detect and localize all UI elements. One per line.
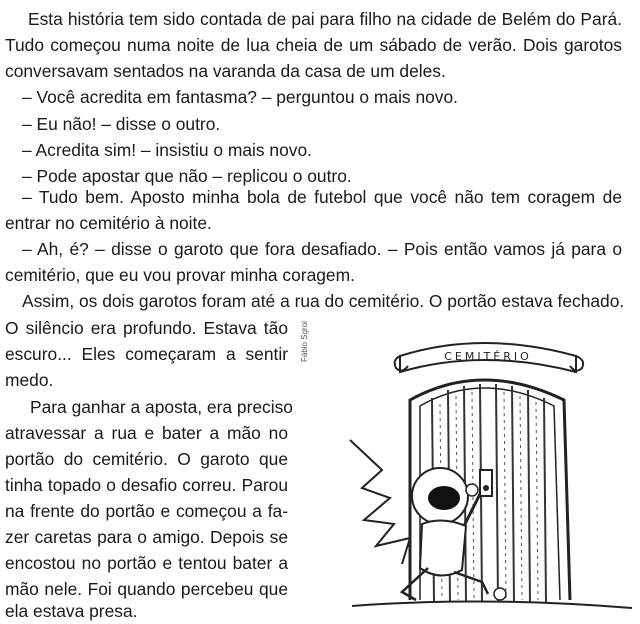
story-line: na frente do portão e começou a fa- [5,501,288,521]
story-line: escuro... Eles começaram a sentir [5,344,288,364]
dialogue-line: – Acredita sim! – insistiu o mais novo. [22,140,312,160]
dialogue-line: – Pode apostar que não – replicou o outro. [22,166,352,186]
story-line: mão nele. Foi quando percebeu que [5,579,288,599]
dialogue-line: – Tudo bem. Aposto minha bola de futebol que você não tem coragem de [22,187,622,207]
dialogue-line: entrar no cemitério à noite. [5,213,212,233]
story-line: tinha topado o desafio correu. Parou [5,475,288,495]
story-line: Tudo começou numa noite de lua cheia de um sábado de verão. Dois garotos [5,35,622,55]
story-line: O silêncio era profundo. Estava tão [5,318,288,338]
cemetery-sign-text: CEMITÉRIO [444,350,532,363]
story-line: atravessar a rua e bater a mão no [5,423,288,443]
dialogue-line: cemitério, que eu vou provar minha coragem. [5,265,355,285]
dialogue-line: – Você acredita em fantasma? – perguntou o mais novo. [22,87,458,107]
story-line: Assim, os dois garotos foram até a rua do cemitério. O portão estava fechado. [22,291,625,311]
cemetery-sign [395,343,583,372]
dialogue-line: – Ah, é? – disse o garoto que fora desafiado. – Pois então vamos já para o [22,239,622,259]
story-line: Para ganhar a aposta, era preciso [30,397,293,417]
story-line: zer caretas para o amigo. Depois se [5,527,288,547]
story-line: Esta história tem sido contada de pai para filho na cidade de Belém do Pará. [28,9,622,29]
story-line: portão do cemitério. O garoto que [5,449,288,469]
story-line: encostou no portão e tentou bater a [5,553,288,573]
cemetery-gate-illustration [332,320,638,620]
story-line: ela estava presa. [5,601,138,621]
story-line: conversavam sentados na varanda da casa de um deles. [5,61,446,81]
illustration-credit: Fábio Sgroi [300,321,309,362]
story-line: medo. [5,370,54,390]
dialogue-line: – Eu não! – disse o outro. [22,114,221,134]
